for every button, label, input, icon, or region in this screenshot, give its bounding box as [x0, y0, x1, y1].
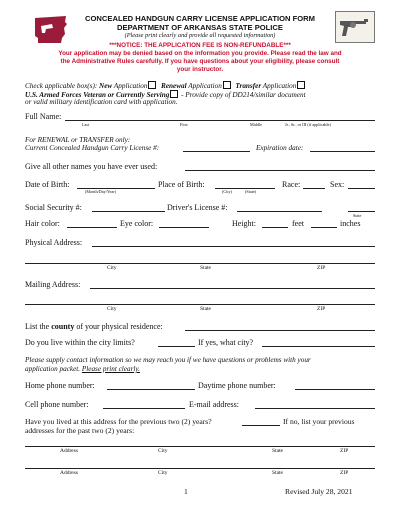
transfer-label: Transfer	[235, 82, 262, 90]
mailing-zip-hint: ZIP	[317, 306, 326, 312]
race-field[interactable]	[303, 188, 325, 189]
revised-date: Revised July 28, 2021	[285, 487, 353, 496]
city-hint: (City)	[222, 189, 233, 194]
previous-address-1-field[interactable]	[25, 446, 375, 447]
height-label: Height:	[232, 219, 256, 228]
new-app-label: Application	[113, 82, 148, 90]
warning-line-2: the Administrative Rules carefully. If you have questions about your eligibility, please consult	[60, 57, 340, 65]
eye-field[interactable]	[159, 227, 209, 228]
contact-line-1: Please supply contact information so we may reach you if we have questions or problems with your	[25, 356, 311, 364]
physical-address-city-field[interactable]	[25, 263, 375, 264]
expiration-label: Expiration date:	[256, 144, 304, 152]
day-phone-field[interactable]	[295, 389, 375, 390]
armed-forces-label: U.S. Armed Forces Veteran or Currently Serving	[25, 91, 170, 99]
last-hint: Last	[82, 122, 90, 127]
armed-forces-note: - Provide copy of DD214/similar document	[181, 91, 306, 99]
home-phone-label: Home phone number:	[25, 381, 95, 390]
cell-phone-field[interactable]	[103, 408, 185, 409]
prev1-zip-hint: ZIP	[340, 448, 349, 454]
pob-label: Place of Birth:	[158, 180, 205, 189]
email-field[interactable]	[255, 408, 375, 409]
renewal-checkbox[interactable]	[223, 81, 231, 89]
renewal-app-label: Application	[188, 82, 222, 90]
physical-address-field[interactable]	[92, 246, 375, 247]
warning-line-1: Your application may be denied based on the information you provide. Please read the law and	[58, 49, 342, 57]
two-years-answer-field[interactable]	[242, 425, 280, 426]
city-limits-label: Do you live within the city limits?	[25, 338, 135, 347]
physical-city-hint: City	[107, 265, 117, 271]
dob-hint: (Month/Day/Year)	[85, 189, 116, 194]
prev2-zip-hint: ZIP	[340, 470, 349, 476]
current-license-label: Current Concealed Handgun Carry License #:	[25, 144, 160, 152]
state-hint: (State)	[245, 189, 257, 194]
hair-label: Hair color:	[25, 219, 60, 228]
middle-hint: Middle	[250, 122, 263, 127]
mailing-city-hint: City	[107, 306, 117, 312]
full-name-label: Full Name:	[25, 112, 62, 121]
other-names-field[interactable]	[185, 170, 375, 171]
county-field[interactable]	[185, 330, 375, 331]
height-feet-field[interactable]	[262, 227, 288, 228]
new-checkbox[interactable]	[148, 81, 156, 89]
mailing-address-field[interactable]	[90, 288, 375, 289]
prev1-state-hint: State	[272, 448, 283, 454]
drivers-license-field[interactable]	[237, 211, 322, 212]
current-license-field[interactable]	[183, 151, 250, 152]
county-pre: List the	[25, 322, 52, 331]
other-names-label: Give all other names you have ever used:	[25, 162, 158, 171]
height-inches-field[interactable]	[311, 227, 337, 228]
two-years-line-1	[25, 418, 212, 426]
header-subtitle: (Please print clearly and provide all requested information)	[124, 32, 276, 39]
physical-address-label: Physical Address:	[25, 238, 83, 247]
mailing-address-city-field[interactable]	[25, 304, 375, 305]
hair-field[interactable]	[67, 227, 117, 228]
two-years-line-2: addresses for the past two (2) years:	[25, 426, 135, 435]
check-prefix: Check applicable box(s):	[25, 82, 98, 90]
armed-forces-note-2: or valid military identification card with application.	[25, 98, 178, 106]
prev1-city-hint: City	[158, 448, 168, 454]
which-city-field[interactable]	[262, 346, 375, 347]
first-hint: First	[180, 122, 188, 127]
county-label	[25, 323, 163, 331]
new-label: New	[99, 82, 113, 90]
contact-line-2	[25, 366, 140, 373]
renewal-only-label: For RENEWAL or TRANSFER only:	[25, 136, 131, 144]
cell-phone-label: Cell phone number:	[25, 400, 89, 409]
which-city-label: If yes, what city?	[198, 338, 254, 347]
transfer-app-label: Application	[262, 82, 297, 90]
prev2-address-hint: Address	[60, 470, 79, 476]
form-title: CONCEALED HANDGUN CARRY LICENSE APPLICATION FORM	[85, 14, 315, 23]
renewal-label: Renewal	[161, 82, 187, 90]
department-name: DEPARTMENT OF ARKANSAS STATE POLICE	[117, 23, 283, 32]
two-years-question: Have you lived at this address for the previous two (2) years?	[25, 417, 212, 426]
contact-line-2-text: application packet.	[25, 365, 81, 373]
inches-label: inches	[340, 219, 361, 228]
transfer-checkbox[interactable]	[297, 81, 305, 89]
mailing-state-hint: State	[200, 306, 211, 312]
check-line	[25, 81, 306, 90]
sex-label: Sex:	[330, 180, 345, 189]
ssn-label: Social Security #:	[25, 203, 82, 212]
prev1-address-hint: Address	[60, 448, 79, 454]
armed-forces-checkbox[interactable]	[170, 90, 178, 98]
prev2-city-hint: City	[158, 470, 168, 476]
email-label: E-mail address:	[189, 400, 239, 409]
home-phone-field[interactable]	[107, 389, 195, 390]
sex-field[interactable]	[348, 188, 375, 189]
dl-state-field[interactable]	[348, 211, 375, 212]
prev2-state-hint: State	[272, 470, 283, 476]
dl-state-hint: State	[353, 213, 362, 218]
county-post: of your physical residence:	[74, 322, 163, 331]
eye-label: Eye color:	[120, 219, 154, 228]
drivers-license-label: Driver's License #:	[167, 203, 228, 212]
race-label: Race:	[282, 180, 301, 189]
fee-notice: ***NOTICE: THE APPLICATION FEE IS NON-REFUNDABLE***	[109, 41, 291, 49]
physical-state-hint: State	[200, 265, 211, 271]
dob-label: Date of Birth:	[25, 180, 70, 189]
expiration-field[interactable]	[310, 151, 375, 152]
page-number: 1	[184, 487, 188, 496]
city-limits-field[interactable]	[158, 346, 195, 347]
two-years-if-no: If no, list your previous	[283, 417, 355, 426]
suffix-hint: Jr., Sr., or III (if applicable)	[285, 122, 331, 127]
feet-label: feet	[292, 219, 304, 228]
physical-zip-hint: ZIP	[317, 265, 326, 271]
warning-line-3: your instructor.	[176, 65, 224, 73]
county-bold: county	[51, 322, 75, 331]
full-name-field[interactable]	[65, 120, 375, 121]
day-phone-label: Daytime phone number:	[198, 381, 276, 390]
mailing-address-label: Mailing Address:	[25, 280, 81, 289]
ssn-field[interactable]	[92, 211, 165, 212]
previous-address-2-field[interactable]	[25, 468, 375, 469]
print-clearly: Please print clearly.	[81, 365, 140, 373]
